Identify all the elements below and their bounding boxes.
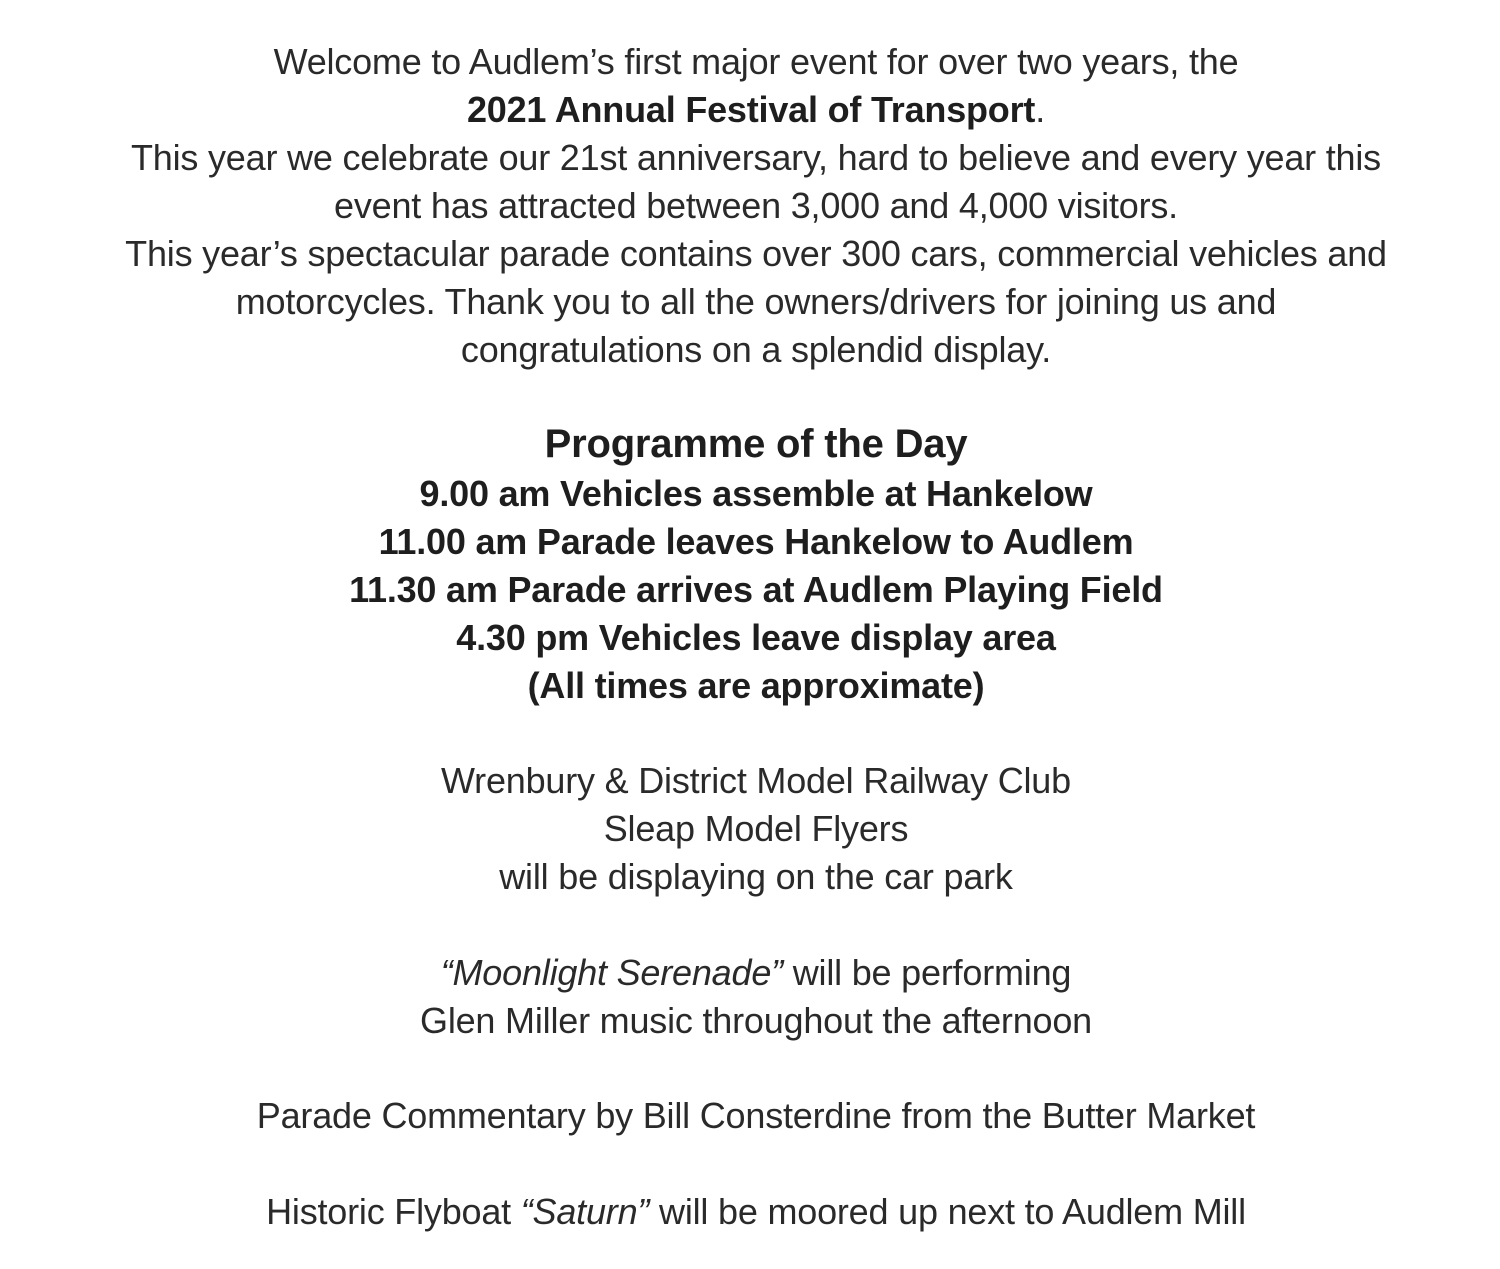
music-line-2: Glen Miller music throughout the afternoon [420,1000,1092,1041]
programme-item: 11.30 am Parade arrives at Audlem Playing Field [349,569,1163,610]
intro-line-6: motorcycles. Thank you to all the owners/drivers for joining us and [235,281,1277,322]
programme-title: Programme of the Day [544,422,968,466]
programme-note: (All times are approximate) [527,665,985,706]
intro-line-3: This year we celebrate our 21st anniversary, hard to believe and every year this [131,137,1381,178]
band-name: “Moonlight Serenade” [440,952,783,993]
intro-line-4: event has attracted between 3,000 and 4,000 visitors. [334,185,1178,226]
music-line-1 [0,949,1500,997]
programme-item: 4.30 pm Vehicles leave display area [456,617,1056,658]
intro-line-1: Welcome to Audlem’s first major event for over two years, the [273,41,1239,82]
event-name-suffix: . [1035,89,1046,130]
programme-item: 11.00 am Parade leaves Hankelow to Audlem [378,521,1134,562]
clubs-line-1: Wrenbury & District Model Railway Club [441,760,1071,801]
flyboat-suffix: will be moored up next to Audlem Mill [649,1191,1246,1232]
intro-line-5: This year’s spectacular parade contains over 300 cars, commercial vehicles and [125,233,1387,274]
commentary-line: Parade Commentary by Bill Consterdine from the Butter Market [256,1095,1256,1136]
intro-event-line [0,86,1500,134]
intro-line-7: congratulations on a splendid display. [460,329,1052,370]
music-line-1-suffix: will be performing [782,952,1072,993]
flyboat-prefix: Historic Flyboat [266,1191,521,1232]
clubs-line-2: Sleap Model Flyers [603,808,909,849]
programme-item: 9.00 am Vehicles assemble at Hankelow [419,473,1093,514]
boat-name: “Saturn” [520,1191,650,1232]
event-name: 2021 Annual Festival of Transport [466,89,1036,130]
flyboat-line [0,1188,1500,1236]
clubs-line-3: will be displaying on the car park [499,856,1013,897]
